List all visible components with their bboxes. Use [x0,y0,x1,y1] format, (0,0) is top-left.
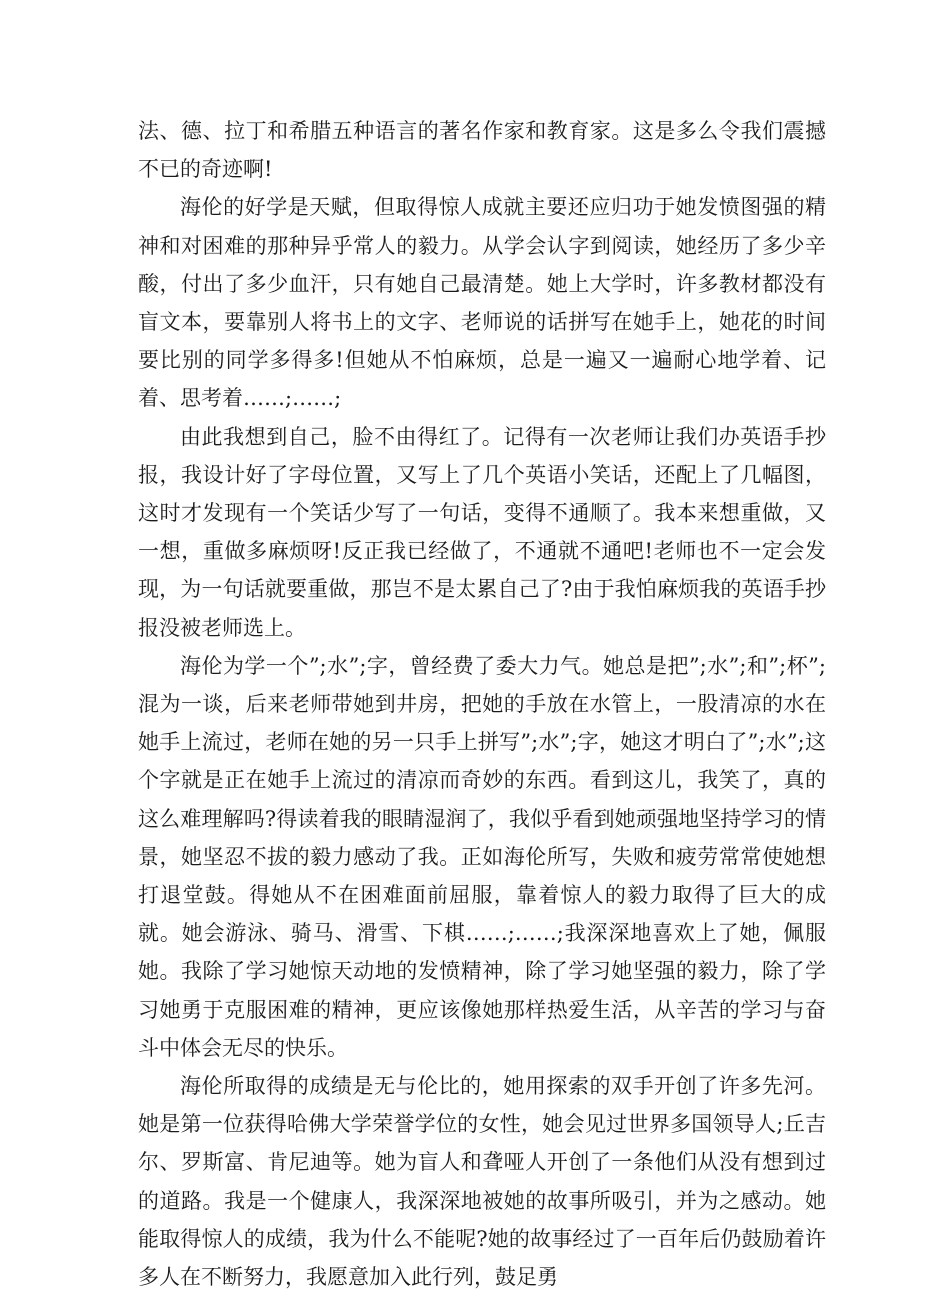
paragraph-3: 由此我想到自己，脸不由得红了。记得有一次老师让我们办英语手抄报，我设计好了字母位置，又写上了几个英语小笑话，还配上了几幅图，这时才发现有一个笑话少写了一句话，变得不通顺了。我本来想重做，又一想，重做多麻烦呀!反正我已经做了，不通就不通吧!老师也不一定会发现，为一句话就要重做，那岂不是太累自己了?由于我怕麻烦我的英语手抄报没被老师选上。 [138,424,826,640]
document-body [138,112,826,1296]
paragraph-4: 海伦为学一个”;水”;字，曾经费了委大力气。她总是把”;水”;和”;杯”;混为一谈，后来老师带她到井房，把她的手放在水管上，一股清凉的水在她手上流过，老师在她的另一只手上拼写”;水”;字，她这才明白了”;水”;这个字就是正在她手上流过的清凉而奇妙的东西。看到这儿，我笑了，真的这么难理解吗?得读着我的眼睛湿润了，我似乎看到她顽强地坚持学习的情景，她坚忍不拔的毅力感动了我。正如海伦所写，失败和疲劳常常使她想打退堂鼓。得她从不在困难面前屈服，靠着惊人的毅力取得了巨大的成就。她会游泳、骑马、滑雪、下棋……;……;我深深地喜欢上了她，佩服她。我除了学习她惊天动地的发愤精神，除了学习她坚强的毅力，除了学习她勇于克服困难的精神，更应该像她那样热爱生活，从辛苦的学习与奋斗中体会无尽的快乐。 [138,653,826,1060]
paragraph-1: 法、德、拉丁和希腊五种语言的著名作家和教育家。这是多么令我们震撼不已的奇迹啊! [138,119,826,182]
paragraph-5: 海伦所取得的成绩是无与伦比的，她用探索的双手开创了许多先河。她是第一位获得哈佛大学荣誉学位的女性，她会见过世界多国领导人;丘吉尔、罗斯富、肯尼迪等。她为盲人和聋哑人开创了一条他们从没有想到过的道路。我是一个健康人，我深深地被她的故事所吸引，并为之感动。她能取得惊人的成绩，我为什么不能呢?她的故事经过了一百年后仍鼓励着许多人在不断努力，我愿意加入此行列，鼓足勇 [138,1074,826,1290]
paragraph-2: 海伦的好学是天赋，但取得惊人成就主要还应归功于她发愤图强的精神和对困难的那种异乎常人的毅力。从学会认字到阅读，她经历了多少辛酸，付出了多少血汗，只有她自己最清楚。她上大学时，许多教材都没有盲文本，要靠别人将书上的文字、老师说的话拼写在她手上，她花的时间要比别的同学多得多!但她从不怕麻烦，总是一遍又一遍耐心地学着、记着、思考着……;……; [138,195,826,411]
